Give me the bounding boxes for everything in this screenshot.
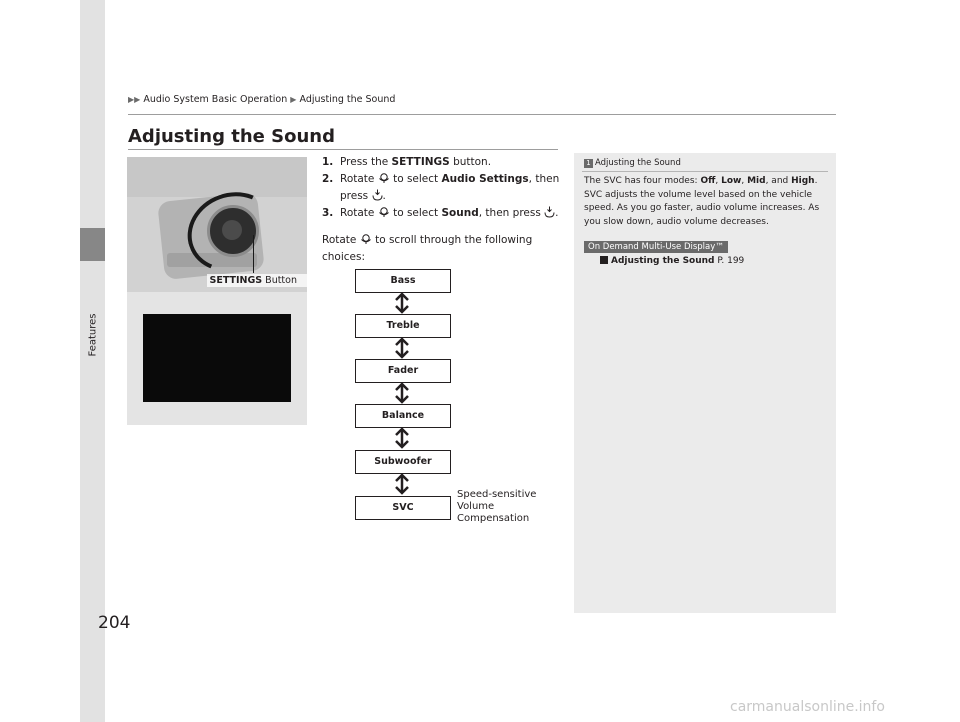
note-number-icon: 1: [584, 159, 593, 168]
double-ended-arrow-icon: [391, 473, 413, 495]
watermark: carmanualsonline.info: [730, 699, 885, 715]
side-tab-marker: [80, 228, 105, 261]
selector-knob-icon: [378, 206, 390, 218]
step-3: 3. Rotate to select Sound, then press .: [322, 207, 559, 219]
page-number: 204: [98, 613, 131, 633]
cross-reference-link[interactable]: Adjusting the Sound P. 199: [600, 256, 744, 266]
note-rule: [582, 171, 828, 172]
selector-knob-icon: [378, 172, 390, 184]
choice-fader: Fader: [355, 359, 451, 383]
step-1: 1. Press the SETTINGS button.: [322, 156, 492, 168]
note-body: The SVC has four modes: Off, Low, Mid, and High. SVC adjusts the volume level based on the vehicle speed. As you go faster, audio volume increases. As you slow down, audio volume decreases.: [584, 176, 820, 227]
breadcrumb: [128, 94, 395, 105]
dashboard-photo: [127, 157, 307, 425]
title-rule: [128, 149, 558, 150]
svc-description: Speed-sensitive Volume Compensation: [457, 489, 537, 524]
double-ended-arrow-icon: [391, 292, 413, 314]
double-ended-arrow-icon: [391, 427, 413, 449]
step-2: 2. Rotate to select Audio Settings, then press .: [322, 173, 560, 202]
triangle-right-icon: ▶: [290, 95, 297, 104]
enter-press-icon: [544, 206, 555, 218]
note-title: 1 Adjusting the Sound: [584, 158, 681, 168]
breadcrumb-item-basic-operation[interactable]: Audio System Basic Operation: [143, 94, 288, 105]
scroll-instruction: Rotate to scroll through the following choices:: [322, 234, 533, 263]
header-rule: [128, 114, 836, 115]
knob-center: [222, 220, 242, 240]
choice-balance: Balance: [355, 404, 451, 428]
display-screen: [143, 314, 291, 402]
display-badge: On Demand Multi-Use Display™: [584, 241, 728, 253]
selector-knob-icon: [360, 233, 372, 245]
callout-line: [253, 235, 254, 273]
page-title: Adjusting the Sound: [128, 126, 335, 147]
choice-svc: SVC: [355, 496, 451, 520]
enter-press-icon: [372, 189, 383, 201]
instruction-steps: [322, 154, 562, 266]
double-ended-arrow-icon: [391, 337, 413, 359]
dashboard-top: [127, 157, 307, 197]
note-sidebar: [574, 153, 836, 613]
breadcrumb-item-adjusting-sound[interactable]: Adjusting the Sound: [299, 94, 396, 105]
choice-treble: Treble: [355, 314, 451, 338]
side-tab-label: Features: [87, 313, 98, 357]
double-ended-arrow-icon: [391, 382, 413, 404]
settings-button-callout: SETTINGS Button: [127, 275, 307, 286]
choice-bass: Bass: [355, 269, 451, 293]
cross-reference-icon: [600, 256, 608, 264]
choice-subwoofer: Subwoofer: [355, 450, 451, 474]
double-triangle-right-icon: ▶▶: [128, 95, 141, 104]
